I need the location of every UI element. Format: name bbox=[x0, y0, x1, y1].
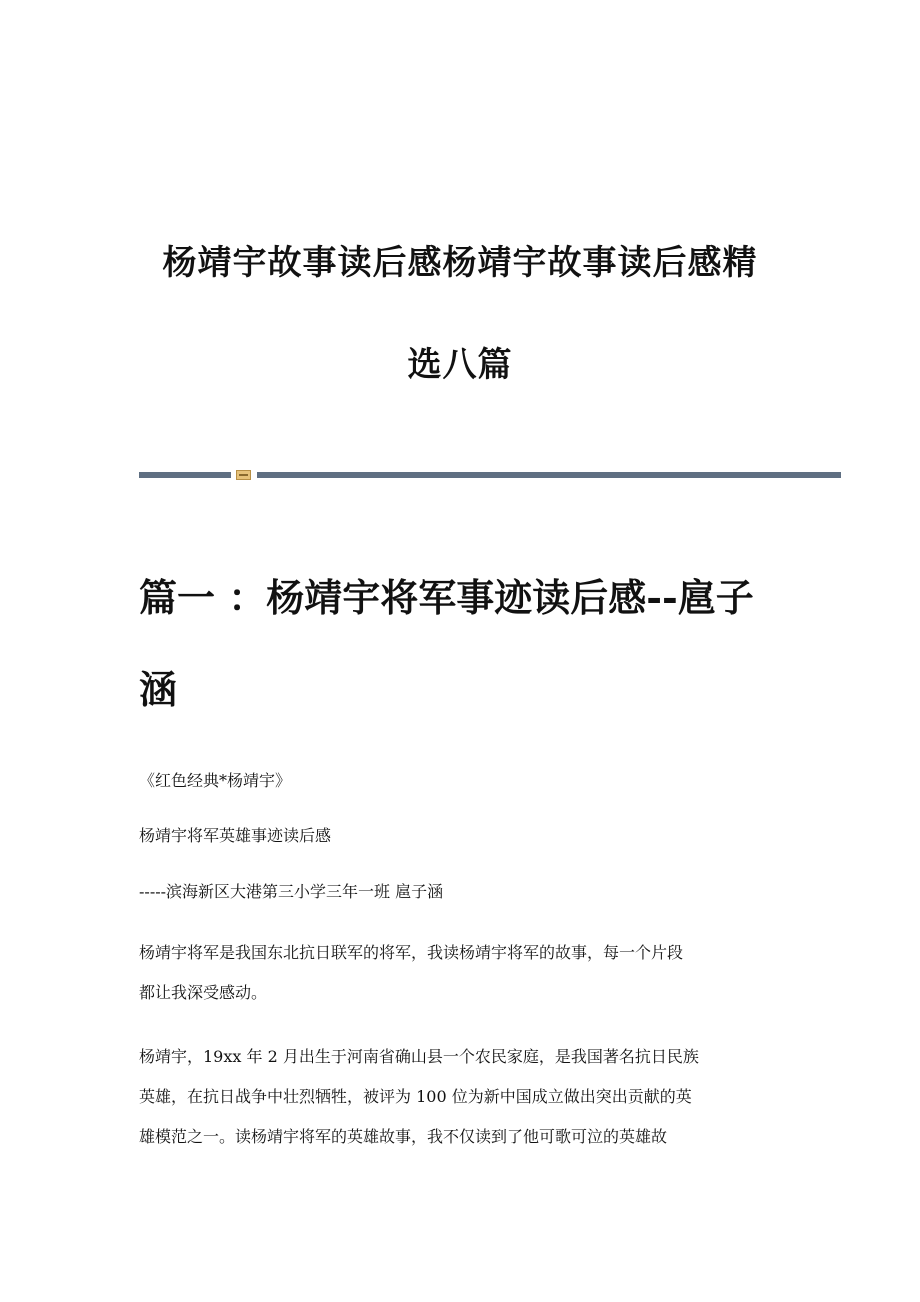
document-title-line-2: 选八篇 bbox=[407, 345, 513, 385]
divider-bar-left bbox=[139, 472, 231, 478]
paragraph-biography bbox=[139, 1037, 779, 1157]
paragraph-line: 都让我深受感动。 bbox=[139, 983, 268, 1002]
paragraph-line: 雄模范之一。读杨靖宇将军的英雄故事，我不仅读到了他可歌可泣的英雄故 bbox=[139, 1127, 668, 1146]
chapter-heading bbox=[139, 552, 799, 736]
essay-title-line: 杨靖宇将军英雄事迹读后感 bbox=[139, 826, 332, 845]
chapter-heading-line-1: 篇一 ：杨靖宇将军事迹读后感--扈子 bbox=[139, 575, 754, 620]
paragraph-line: 英雄，在抗日战争中壮烈牺牲，被评为 100 位为新中国成立做出突出贡献的英 bbox=[139, 1087, 692, 1106]
paragraph-intro bbox=[139, 933, 779, 1013]
paragraph-line: 杨靖宇将军是我国东北抗日联军的将军，我读杨靖宇将军的故事，每一个片段 bbox=[139, 943, 684, 962]
section-divider bbox=[139, 470, 841, 480]
paragraph-line: 杨靖宇，19xx 年 2 月出生于河南省确山县一个农民家庭，是我国著名抗日民族 bbox=[139, 1047, 699, 1066]
book-title-line: 《红色经典*杨靖宇》 bbox=[139, 771, 292, 790]
divider-bar-right bbox=[257, 472, 841, 478]
document-title bbox=[120, 212, 800, 416]
chapter-heading-line-2: 涵 bbox=[139, 667, 178, 712]
document-title-line-1: 杨靖宇故事读后感杨靖宇故事读后感精 bbox=[162, 243, 758, 283]
divider-ornament-icon bbox=[236, 470, 251, 480]
author-line: -----滨海新区大港第三小学三年一班 扈子涵 bbox=[139, 882, 444, 901]
